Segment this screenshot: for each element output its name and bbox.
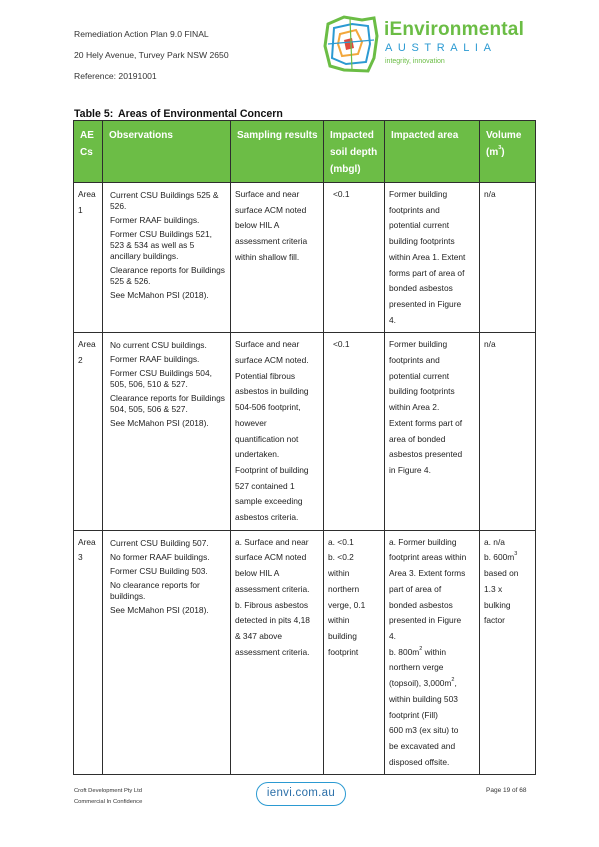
ienvironmental-logo <box>322 14 525 76</box>
observations-cell: Current CSU Building 507. No former RAAF buildings. Former CSU Building 503. No clearance reports for buildings. See McMahon PSI (2018). <box>103 530 231 775</box>
table-header-row <box>74 121 536 183</box>
volume-cell: n/a <box>480 333 536 530</box>
table-row <box>74 333 536 530</box>
logo-tagline: integrity, innovation <box>385 58 445 65</box>
depth-cell: a. <0.1 b. <0.2 within northern verge, 0.1 within building footprint <box>324 530 385 775</box>
header-address: 20 Hely Avenue, Turvey Park NSW 2650 <box>74 50 229 60</box>
volume-cell: a. n/a b. $600m^3$ based on 1.3 x bulking factor <box>480 530 536 775</box>
aec-table <box>73 120 536 775</box>
header-volume: Volume $(m^3)$ <box>480 121 536 183</box>
volume-cell: n/a <box>480 183 536 333</box>
impacted-area-cell: Former building footprints and potential current building footprints within Area 2. Extent forms part of area of bonded asbestos presented in Figure 4. <box>385 333 480 530</box>
table-row <box>74 530 536 775</box>
header-impacted-depth: Impacted soil depth (mbgl) <box>324 121 385 183</box>
footer-company-block <box>74 786 142 808</box>
table-number: Table 5: <box>74 108 114 120</box>
header-aec: AE Cs <box>74 121 103 183</box>
table-caption <box>74 108 283 120</box>
footer-confidence: Commercial In Confidence <box>74 799 143 805</box>
header-observations: Observations <box>103 121 231 183</box>
document-header <box>74 24 229 87</box>
logo-name: iEnvironmental <box>384 19 525 40</box>
header-impacted-area: Impacted area <box>385 121 480 183</box>
footer-website-link[interactable]: ienvi.com.au <box>256 782 346 806</box>
area-cell: Area 1 <box>74 183 103 333</box>
depth-cell: <0.1 <box>324 183 385 333</box>
table-title: Areas of Environmental Concern <box>118 108 283 120</box>
footer-company: Croft Development Pty Ltd <box>74 788 142 794</box>
header-title: Remediation Action Plan 9.0 FINAL <box>74 29 209 39</box>
observations-cell: Current CSU Buildings 525 & 526. Former RAAF buildings. Former CSU Buildings 521, 523 & 534 as well as 5 ancillary buildings. Clearance reports for Buildings 525 & 526. See McMahon PSI (2018). <box>103 183 231 333</box>
page-number: Page 19 of 68 <box>486 787 527 794</box>
impacted-area-cell: a. Former building footprint areas within Area 3. Extent forms part of area of bonded asbestos presented in Figure 4. b. $800m^2$ within northern verge (topsoil), $3,000m^2$, within building 503 footprint (Fill) 600 m3 (ex situ) to be excavated and disposed offsite. <box>385 530 480 775</box>
impacted-area-cell: Former building footprints and potential current building footprints within Area 1. Extent forms part of area of bonded asbestos presented in Figure 4. <box>385 183 480 333</box>
area-cell: Area 2 <box>74 333 103 530</box>
header-sampling-results: Sampling results <box>231 121 324 183</box>
observations-cell: No current CSU buildings. Former RAAF buildings. Former CSU Buildings 504, 505, 506, 510 & 527. Clearance reports for Buildings 504, 505, 506 & 527. See McMahon PSI (2018). <box>103 333 231 530</box>
sampling-cell: Surface and near surface ACM noted below HIL A assessment criteria within shallow fill. <box>231 183 324 333</box>
depth-cell: <0.1 <box>324 333 385 530</box>
map-logo-icon <box>322 14 380 74</box>
logo-country: AUSTRALIA <box>385 42 497 54</box>
table-row <box>74 183 536 333</box>
header-reference: Reference: 20191001 <box>74 71 157 81</box>
sampling-cell: a. Surface and near surface ACM noted below HIL A assessment criteria. b. Fibrous asbestos detected in pits 4,18 & 347 above assessment criteria. <box>231 530 324 775</box>
sampling-cell: Surface and near surface ACM noted. Potential fibrous asbestos in building 504-506 footprint, however quantification not undertaken. Footprint of building 527 contained 1 sample exceeding asbestos criteria. <box>231 333 324 530</box>
area-cell: Area 3 <box>74 530 103 775</box>
